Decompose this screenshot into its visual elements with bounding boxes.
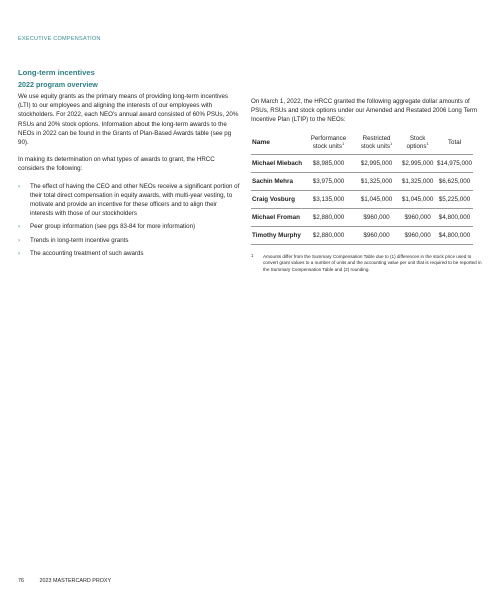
col-header-name: Name bbox=[252, 138, 270, 146]
cell-performance: $3,135,000 bbox=[303, 190, 354, 208]
cell-name: Michael Froman bbox=[251, 208, 303, 226]
footnote-marker: 1 bbox=[251, 252, 254, 258]
table-row bbox=[251, 226, 473, 244]
cell-restricted: $1,045,000 bbox=[354, 190, 399, 208]
cell-performance: $2,880,000 bbox=[303, 208, 354, 226]
cell-stock-options: $1,325,000 bbox=[399, 172, 436, 190]
cell-restricted: $1,325,000 bbox=[354, 172, 399, 190]
list-item bbox=[18, 182, 240, 219]
chevron-right-icon: › bbox=[18, 249, 21, 257]
section-subtitle: 2022 program overview bbox=[18, 80, 98, 89]
grant-intro-paragraph: On March 1, 2022, the HRCC granted the following aggregate dollar amounts of PSUs, RSUs and stock options under our Amended and Restated 2006 Long Term Incentive Plan (LTIP) to the NEOs: bbox=[251, 98, 478, 124]
table-header-row bbox=[251, 133, 473, 155]
table-row bbox=[251, 154, 473, 172]
table-row bbox=[251, 190, 473, 208]
considerations-list bbox=[18, 182, 240, 258]
cell-stock-options: $960,000 bbox=[399, 226, 436, 244]
left-column bbox=[18, 68, 240, 262]
right-column bbox=[251, 97, 483, 273]
section-title: Long-term incentives bbox=[18, 68, 95, 77]
cell-name: Michael Miebach bbox=[251, 154, 303, 172]
cell-name: Timothy Murphy bbox=[251, 226, 303, 244]
cell-total: $5,225,000 bbox=[436, 190, 473, 208]
cell-stock-options: $2,995,000 bbox=[399, 154, 436, 172]
col-header-performance: Performance stock units$^1$ bbox=[310, 134, 347, 150]
cell-performance: $3,975,000 bbox=[303, 172, 354, 190]
cell-restricted: $960,000 bbox=[354, 208, 399, 226]
chevron-right-icon: › bbox=[18, 223, 21, 231]
page-number: 76 bbox=[18, 578, 24, 584]
determination-paragraph: In making its determination on what types of awards to grant, the HRCC considers the following: bbox=[18, 156, 215, 173]
cell-stock-options: $1,045,000 bbox=[399, 190, 436, 208]
cell-name: Craig Vosburg bbox=[251, 190, 303, 208]
cell-name: Sachin Mehra bbox=[251, 172, 303, 190]
list-item bbox=[18, 222, 240, 231]
list-item-text: The accounting treatment of such awards bbox=[30, 249, 144, 257]
awards-table bbox=[251, 133, 473, 245]
col-header-stock-options: Stock options$^1$ bbox=[406, 134, 429, 150]
list-item-text: Trends in long-term incentive grants bbox=[30, 236, 129, 244]
table-footnote bbox=[251, 254, 483, 274]
list-item bbox=[18, 249, 240, 258]
cell-performance: $2,880,000 bbox=[303, 226, 354, 244]
cell-performance: $8,985,000 bbox=[303, 154, 354, 172]
document-title: 2023 MASTERCARD PROXY bbox=[39, 578, 112, 584]
col-header-restricted: Restricted stock units$^1$ bbox=[360, 134, 393, 150]
chevron-right-icon: › bbox=[18, 236, 21, 244]
cell-restricted: $960,000 bbox=[354, 226, 399, 244]
intro-paragraph: We use equity grants as the primary means of providing long-term incentives (LTI) to our employees and aligning the interests of our employees with stockholders. For 2022, each NEO’s annual award consisted of 60% PSUs, 20% RSUs and 20% stock options. Information about the long-term awards to the NEOs in 2022 can be found in the Grants of Plan-Based Awards table (see pg 90). bbox=[18, 93, 239, 147]
list-item bbox=[18, 236, 240, 245]
page-footer bbox=[18, 578, 111, 584]
col-header-total: Total bbox=[447, 138, 462, 146]
footnote-text: Amounts differ from the Summary Compensation Table due to (1) differences in the stock price used to convert grant values to a number of units and the accounting value per unit that is required to be reported in the Summary Compensation Table and (2) rounding. bbox=[263, 253, 482, 272]
list-item-text: The effect of having the CEO and other NEOs receive a significant portion of their total direct compensation in equity awards, with multi-year vesting, to motivate and provide an incentive for these officers and to align their interests with those of our stockholders bbox=[30, 182, 240, 218]
list-item-text: Peer group information (see pgs 83-84 for more information) bbox=[30, 223, 196, 231]
section-label: EXECUTIVE COMPENSATION bbox=[18, 36, 101, 42]
table-row bbox=[251, 208, 473, 226]
table-row bbox=[251, 172, 473, 190]
cell-total: $4,800,000 bbox=[436, 208, 473, 226]
cell-restricted: $2,995,000 bbox=[354, 154, 399, 172]
cell-total: $4,800,000 bbox=[436, 226, 473, 244]
cell-stock-options: $960,000 bbox=[399, 208, 436, 226]
cell-total: $6,625,000 bbox=[436, 172, 473, 190]
cell-total: $14,975,000 bbox=[436, 154, 473, 172]
chevron-right-icon: › bbox=[18, 182, 21, 190]
